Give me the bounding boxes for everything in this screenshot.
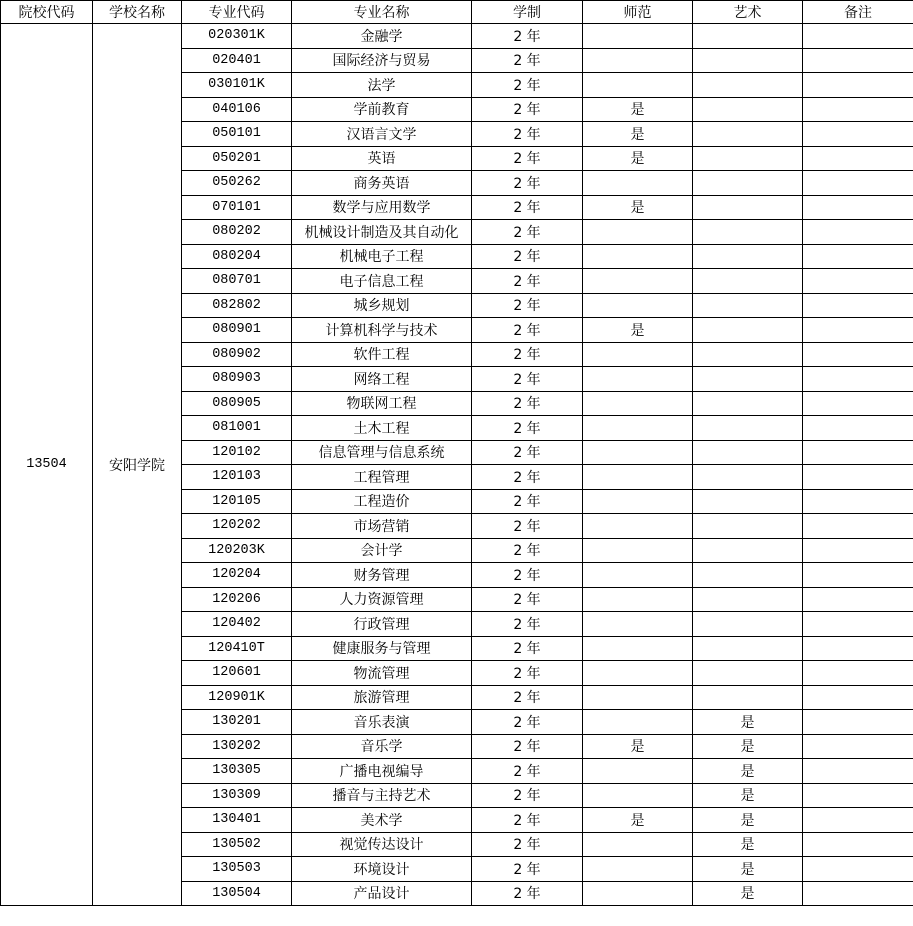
major-name: 学前教育: [292, 97, 472, 122]
duration: 2 年: [472, 808, 583, 833]
normal-flag: [583, 293, 693, 318]
header-art: 艺术: [693, 1, 803, 24]
major-code: 130309: [182, 783, 292, 808]
duration: 2 年: [472, 710, 583, 735]
art-flag: [693, 171, 803, 196]
major-code: 082802: [182, 293, 292, 318]
duration: 2 年: [472, 465, 583, 490]
normal-flag: [583, 24, 693, 49]
duration: 2 年: [472, 661, 583, 686]
note: [803, 465, 913, 490]
art-flag: 是: [693, 734, 803, 759]
normal-flag: [583, 587, 693, 612]
major-code: 130305: [182, 759, 292, 784]
note: [803, 661, 913, 686]
normal-flag: [583, 881, 693, 906]
note: [803, 244, 913, 269]
note: [803, 710, 913, 735]
art-flag: [693, 636, 803, 661]
art-flag: 是: [693, 783, 803, 808]
duration: 2 年: [472, 342, 583, 367]
duration: 2 年: [472, 146, 583, 171]
art-flag: [693, 293, 803, 318]
major-code: 120202: [182, 514, 292, 539]
duration: 2 年: [472, 318, 583, 343]
normal-flag: 是: [583, 97, 693, 122]
major-name: 计算机科学与技术: [292, 318, 472, 343]
major-code: 080204: [182, 244, 292, 269]
header-note: 备注: [803, 1, 913, 24]
major-code: 080902: [182, 342, 292, 367]
note: [803, 269, 913, 294]
art-flag: [693, 538, 803, 563]
duration: 2 年: [472, 538, 583, 563]
note: [803, 318, 913, 343]
major-code: 130401: [182, 808, 292, 833]
note: [803, 293, 913, 318]
major-name: 机械设计制造及其自动化: [292, 220, 472, 245]
duration: 2 年: [472, 612, 583, 637]
major-code: 081001: [182, 416, 292, 441]
art-flag: [693, 318, 803, 343]
normal-flag: [583, 220, 693, 245]
major-code: 120402: [182, 612, 292, 637]
note: [803, 759, 913, 784]
duration: 2 年: [472, 440, 583, 465]
major-name: 电子信息工程: [292, 269, 472, 294]
duration: 2 年: [472, 734, 583, 759]
art-flag: [693, 465, 803, 490]
major-code: 080202: [182, 220, 292, 245]
note: [803, 514, 913, 539]
major-code: 120206: [182, 587, 292, 612]
normal-flag: [583, 489, 693, 514]
duration: 2 年: [472, 783, 583, 808]
major-code: 130503: [182, 857, 292, 882]
major-code: 130201: [182, 710, 292, 735]
art-flag: [693, 269, 803, 294]
duration: 2 年: [472, 391, 583, 416]
normal-flag: [583, 514, 693, 539]
duration: 2 年: [472, 489, 583, 514]
normal-flag: [583, 171, 693, 196]
art-flag: [693, 612, 803, 637]
major-code: 120601: [182, 661, 292, 686]
art-flag: [693, 416, 803, 441]
major-code: 120103: [182, 465, 292, 490]
normal-flag: [583, 661, 693, 686]
major-code: 070101: [182, 195, 292, 220]
art-flag: [693, 489, 803, 514]
note: [803, 808, 913, 833]
duration: 2 年: [472, 857, 583, 882]
major-code: 120410T: [182, 636, 292, 661]
note: [803, 587, 913, 612]
normal-flag: 是: [583, 146, 693, 171]
duration: 2 年: [472, 881, 583, 906]
note: [803, 563, 913, 588]
duration: 2 年: [472, 97, 583, 122]
note: [803, 220, 913, 245]
normal-flag: [583, 269, 693, 294]
art-flag: [693, 244, 803, 269]
duration: 2 年: [472, 514, 583, 539]
art-flag: [693, 146, 803, 171]
duration: 2 年: [472, 269, 583, 294]
note: [803, 832, 913, 857]
art-flag: [693, 514, 803, 539]
major-name: 行政管理: [292, 612, 472, 637]
major-code: 040106: [182, 97, 292, 122]
normal-flag: [583, 636, 693, 661]
normal-flag: [583, 710, 693, 735]
major-code: 120204: [182, 563, 292, 588]
header-row: [1, 1, 913, 24]
note: [803, 24, 913, 49]
major-code: 130502: [182, 832, 292, 857]
art-flag: [693, 73, 803, 98]
normal-flag: [583, 465, 693, 490]
major-name: 财务管理: [292, 563, 472, 588]
major-name: 健康服务与管理: [292, 636, 472, 661]
duration: 2 年: [472, 636, 583, 661]
normal-flag: [583, 612, 693, 637]
major-code: 120203K: [182, 538, 292, 563]
art-flag: [693, 220, 803, 245]
major-name: 音乐表演: [292, 710, 472, 735]
normal-flag: 是: [583, 318, 693, 343]
normal-flag: 是: [583, 808, 693, 833]
major-code: 080901: [182, 318, 292, 343]
major-name: 工程造价: [292, 489, 472, 514]
major-code: 020401: [182, 48, 292, 73]
major-code: 050201: [182, 146, 292, 171]
art-flag: 是: [693, 710, 803, 735]
major-code: 120102: [182, 440, 292, 465]
art-flag: 是: [693, 759, 803, 784]
normal-flag: [583, 783, 693, 808]
normal-flag: [583, 538, 693, 563]
note: [803, 636, 913, 661]
note: [803, 73, 913, 98]
note: [803, 367, 913, 392]
normal-flag: 是: [583, 195, 693, 220]
note: [803, 97, 913, 122]
duration: 2 年: [472, 293, 583, 318]
duration: 2 年: [472, 24, 583, 49]
note: [803, 881, 913, 906]
normal-flag: [583, 440, 693, 465]
major-name: 汉语言文学: [292, 122, 472, 147]
major-name: 信息管理与信息系统: [292, 440, 472, 465]
normal-flag: [583, 391, 693, 416]
major-name: 视觉传达设计: [292, 832, 472, 857]
art-flag: [693, 440, 803, 465]
normal-flag: [583, 367, 693, 392]
school-code: 13504: [1, 24, 93, 906]
major-code: 050262: [182, 171, 292, 196]
duration: 2 年: [472, 563, 583, 588]
header-major-name: 专业名称: [292, 1, 472, 24]
major-name: 环境设计: [292, 857, 472, 882]
major-code: 120105: [182, 489, 292, 514]
major-name: 商务英语: [292, 171, 472, 196]
duration: 2 年: [472, 195, 583, 220]
major-name: 人力资源管理: [292, 587, 472, 612]
art-flag: [693, 122, 803, 147]
duration: 2 年: [472, 122, 583, 147]
note: [803, 783, 913, 808]
note: [803, 195, 913, 220]
duration: 2 年: [472, 220, 583, 245]
major-name: 市场营销: [292, 514, 472, 539]
normal-flag: [583, 342, 693, 367]
normal-flag: [583, 73, 693, 98]
major-name: 播音与主持艺术: [292, 783, 472, 808]
normal-flag: 是: [583, 122, 693, 147]
duration: 2 年: [472, 416, 583, 441]
note: [803, 48, 913, 73]
art-flag: 是: [693, 881, 803, 906]
major-name: 旅游管理: [292, 685, 472, 710]
normal-flag: [583, 685, 693, 710]
art-flag: [693, 48, 803, 73]
normal-flag: [583, 48, 693, 73]
note: [803, 538, 913, 563]
major-code: 020301K: [182, 24, 292, 49]
major-code: 120901K: [182, 685, 292, 710]
major-name: 工程管理: [292, 465, 472, 490]
art-flag: 是: [693, 808, 803, 833]
note: [803, 342, 913, 367]
art-flag: [693, 661, 803, 686]
major-name: 物流管理: [292, 661, 472, 686]
major-name: 会计学: [292, 538, 472, 563]
major-code: 130504: [182, 881, 292, 906]
art-flag: [693, 685, 803, 710]
major-code: 030101K: [182, 73, 292, 98]
normal-flag: [583, 563, 693, 588]
note: [803, 391, 913, 416]
header-duration: 学制: [472, 1, 583, 24]
duration: 2 年: [472, 587, 583, 612]
duration: 2 年: [472, 759, 583, 784]
note: [803, 416, 913, 441]
major-code: 130202: [182, 734, 292, 759]
major-name: 音乐学: [292, 734, 472, 759]
major-code: 080701: [182, 269, 292, 294]
header-normal: 师范: [583, 1, 693, 24]
art-flag: [693, 563, 803, 588]
art-flag: [693, 391, 803, 416]
major-name: 城乡规划: [292, 293, 472, 318]
art-flag: [693, 97, 803, 122]
note: [803, 857, 913, 882]
header-major-code: 专业代码: [182, 1, 292, 24]
note: [803, 171, 913, 196]
duration: 2 年: [472, 244, 583, 269]
note: [803, 734, 913, 759]
duration: 2 年: [472, 832, 583, 857]
major-name: 机械电子工程: [292, 244, 472, 269]
major-name: 物联网工程: [292, 391, 472, 416]
art-flag: [693, 195, 803, 220]
art-flag: 是: [693, 832, 803, 857]
major-name: 英语: [292, 146, 472, 171]
normal-flag: [583, 832, 693, 857]
header-school-name: 学校名称: [93, 1, 182, 24]
major-name: 土木工程: [292, 416, 472, 441]
header-school-code: 院校代码: [1, 1, 93, 24]
note: [803, 489, 913, 514]
table-body: [1, 24, 913, 906]
duration: 2 年: [472, 367, 583, 392]
art-flag: 是: [693, 857, 803, 882]
major-name: 数学与应用数学: [292, 195, 472, 220]
duration: 2 年: [472, 685, 583, 710]
major-name: 广播电视编导: [292, 759, 472, 784]
normal-flag: 是: [583, 734, 693, 759]
normal-flag: [583, 416, 693, 441]
duration: 2 年: [472, 171, 583, 196]
normal-flag: [583, 244, 693, 269]
major-name: 软件工程: [292, 342, 472, 367]
note: [803, 612, 913, 637]
major-name: 金融学: [292, 24, 472, 49]
table-row: [1, 24, 913, 49]
art-flag: [693, 342, 803, 367]
note: [803, 685, 913, 710]
major-name: 国际经济与贸易: [292, 48, 472, 73]
major-name: 美术学: [292, 808, 472, 833]
duration: 2 年: [472, 48, 583, 73]
normal-flag: [583, 759, 693, 784]
art-flag: [693, 24, 803, 49]
major-name: 网络工程: [292, 367, 472, 392]
school-name: 安阳学院: [93, 24, 182, 906]
note: [803, 122, 913, 147]
major-code: 050101: [182, 122, 292, 147]
major-name: 产品设计: [292, 881, 472, 906]
normal-flag: [583, 857, 693, 882]
major-code: 080903: [182, 367, 292, 392]
major-name: 法学: [292, 73, 472, 98]
major-code: 080905: [182, 391, 292, 416]
art-flag: [693, 367, 803, 392]
art-flag: [693, 587, 803, 612]
note: [803, 440, 913, 465]
duration: 2 年: [472, 73, 583, 98]
note: [803, 146, 913, 171]
